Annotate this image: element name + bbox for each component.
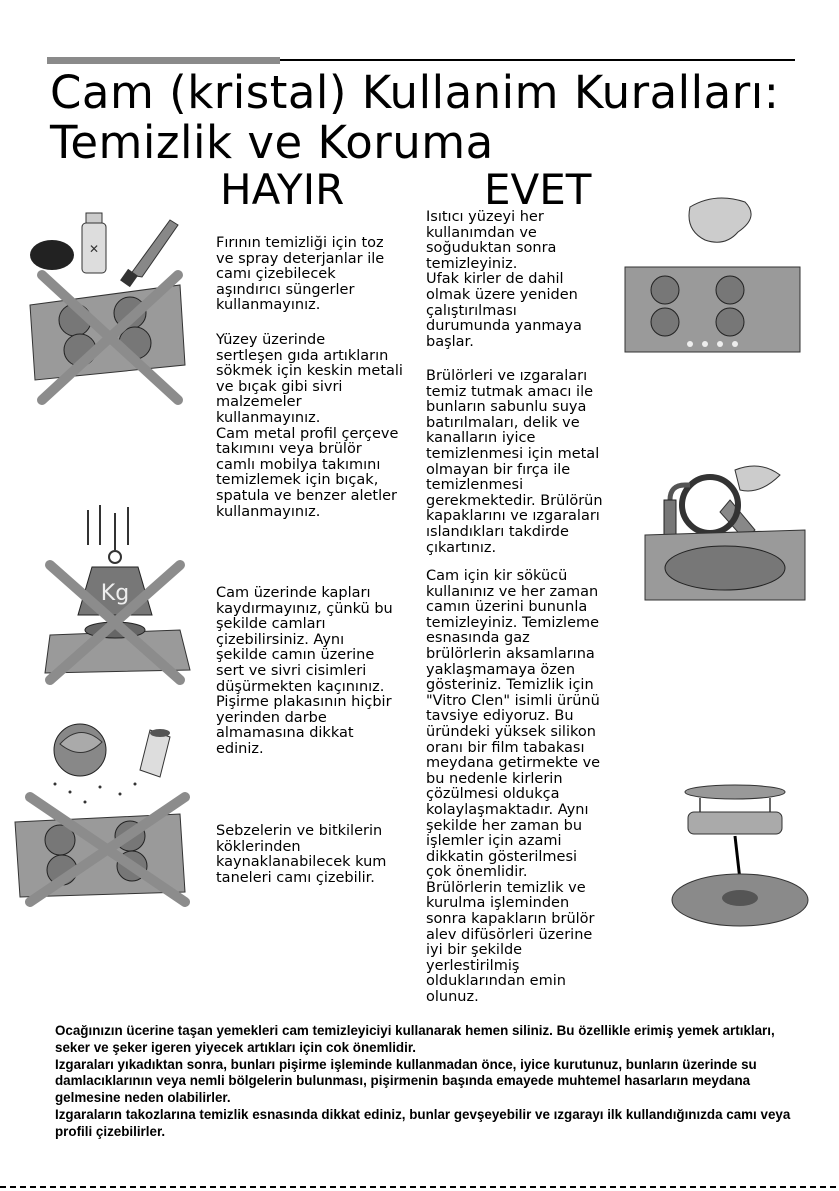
title-line-2: Temizlik ve Koruma (50, 116, 494, 169)
header-rule-thin (280, 59, 795, 61)
illustration-vegetables-crossed (10, 722, 200, 907)
motion-lines-icon (88, 505, 128, 550)
title-line-1: Cam (kristal) Kullanim Kuralları: (50, 66, 780, 119)
salt-shaker-icon (140, 729, 170, 777)
no-item-sharp-tools: Yüzey üzerinde sertleşen gıda artıkların sökmek için keskin metali ve bıçak gibi sivri malzemeler kullanmayınız. Cam metal profil çerçeve takımını veya brülör camlı mobilya takımını temizlemek için bıçak, spatula ve benzer aletler kullanmayınız. (216, 332, 403, 520)
yes-item-glass-cleaner: Cam için kir sökücü kullanınız ve her zaman camın üzerini bununla temizleyiniz. Temizleme esnasında gaz brülörlerin aksamlarına yaklaşmamaya özen gösteriniz. Temizlik için "Vitro Clen" isimli ürünü tavsiye ediyoruz. Bu üründeki yüksek silikon oranı bir film tabakası meydana getirmekte ve bu nedenle kirlerin çözülmesi oldukça kolaylaşmaktadır. Aynı şekilde her zaman bu işlemler için azami dikkatin gösterilmesi çok önemlidir. Brülörlerin temizlik ve kurulma işleminden sonra kapakların brülör alev difüsörleri üzerine iyi bir şekilde yerlestirilmiş olduklarından emin olunuz. (426, 568, 601, 1006)
no-item-powder-sponge: Fırının temizliği için toz ve spray deterjanlar ile camı çizebilecek aşındırıcı süngerler kullanmayınız. (216, 235, 385, 314)
footer-note-2: Izgaraları yıkadıktan sonra, bunları pişirme işleminde kullanmadan önce, iyice kurutunuz, bunların üzerinde su damlacıklarının veya nemli bölgelerin bulunması, pişirmenin başında emayede muhtemel hasarların meydana gelmesine neden olabilirler. (55, 1056, 757, 1106)
footer-note-1: Ocağınızın ücerine taşan yemekleri cam temizleyiciyi kullanarak hemen siliniz. Bu özellikle erimiş yemek artıkları, seker ve şeker igeren yiyecek artıkları için cok önemlidir. (55, 1023, 775, 1055)
footer-note-3: Izgaraların takozlarına temizlik esnasında dikkat ediniz, bunlar gevşeyebilir ve ızgarayı ilk kullandığınızda camı veya profili çizebilirler. (55, 1106, 791, 1139)
no-item-sand-vegetables: Sebzelerin ve bitkilerin köklerinden kaynaklanabilecek kum taneleri camı çizebilir. (216, 823, 387, 886)
burner-cap-icon (685, 785, 785, 799)
header-rule-thick (47, 57, 280, 64)
no-item-sliding-pots: Cam üzerinde kapları kaydırmayınız, çünkü bu şekilde camları çizebilirsiniz. Aynı şekilde camın üzerine sert ve sivri cisimleri düşürmekten kaçınınız. Pişirme plakasının hiçbir yerinden darbe almamasına dikkat ediniz. (216, 585, 393, 757)
yes-item-clean-after-use: Isıtıcı yüzeyi her kullanımdan ve soğuduktan sonra temizleyiniz. Ufak kirler de dahil olmak üzere yeniden çalıştırılması durumunda yanmaya başlar. (426, 209, 582, 350)
grains-icon (54, 783, 137, 804)
page-title (50, 68, 820, 168)
column-heading-no: HAYIR (220, 165, 345, 214)
powder-pile-icon (30, 240, 74, 270)
vegetable-icon (54, 724, 106, 776)
sink-icon (645, 530, 805, 600)
illustration-sink-washing (640, 460, 810, 605)
burner-diffuser-icon (688, 812, 782, 834)
footer-notes (55, 1023, 805, 1141)
column-heading-yes: EVET (484, 165, 592, 214)
bottom-cut-line (0, 1186, 839, 1188)
yes-item-soapy-water: Brülörleri ve ızgaraları temiz tutmak amacı ile bunların sabunlu suya batırılmaları, delik ve kanalların iyice temizlenmesi için metal olmayan bir fırça ile temizlenmesi gerekmektedir. Brülörün kapaklarını ve ızgaraları ıslandıkları takdirde çıkartınız. (426, 368, 603, 556)
svg-text:Kg: Kg (100, 581, 130, 606)
hob-icon (625, 267, 800, 352)
spray-bottle-icon (82, 213, 106, 273)
svg-text:✕: ✕ (88, 242, 100, 256)
illustration-abrasives-crossed (20, 205, 200, 405)
illustration-cloth-hob (620, 192, 805, 357)
arrow-icon (700, 798, 770, 812)
illustration-burner-assembly (660, 780, 810, 930)
cloth-icon (689, 198, 751, 242)
illustration-falling-weight-crossed (40, 505, 200, 690)
